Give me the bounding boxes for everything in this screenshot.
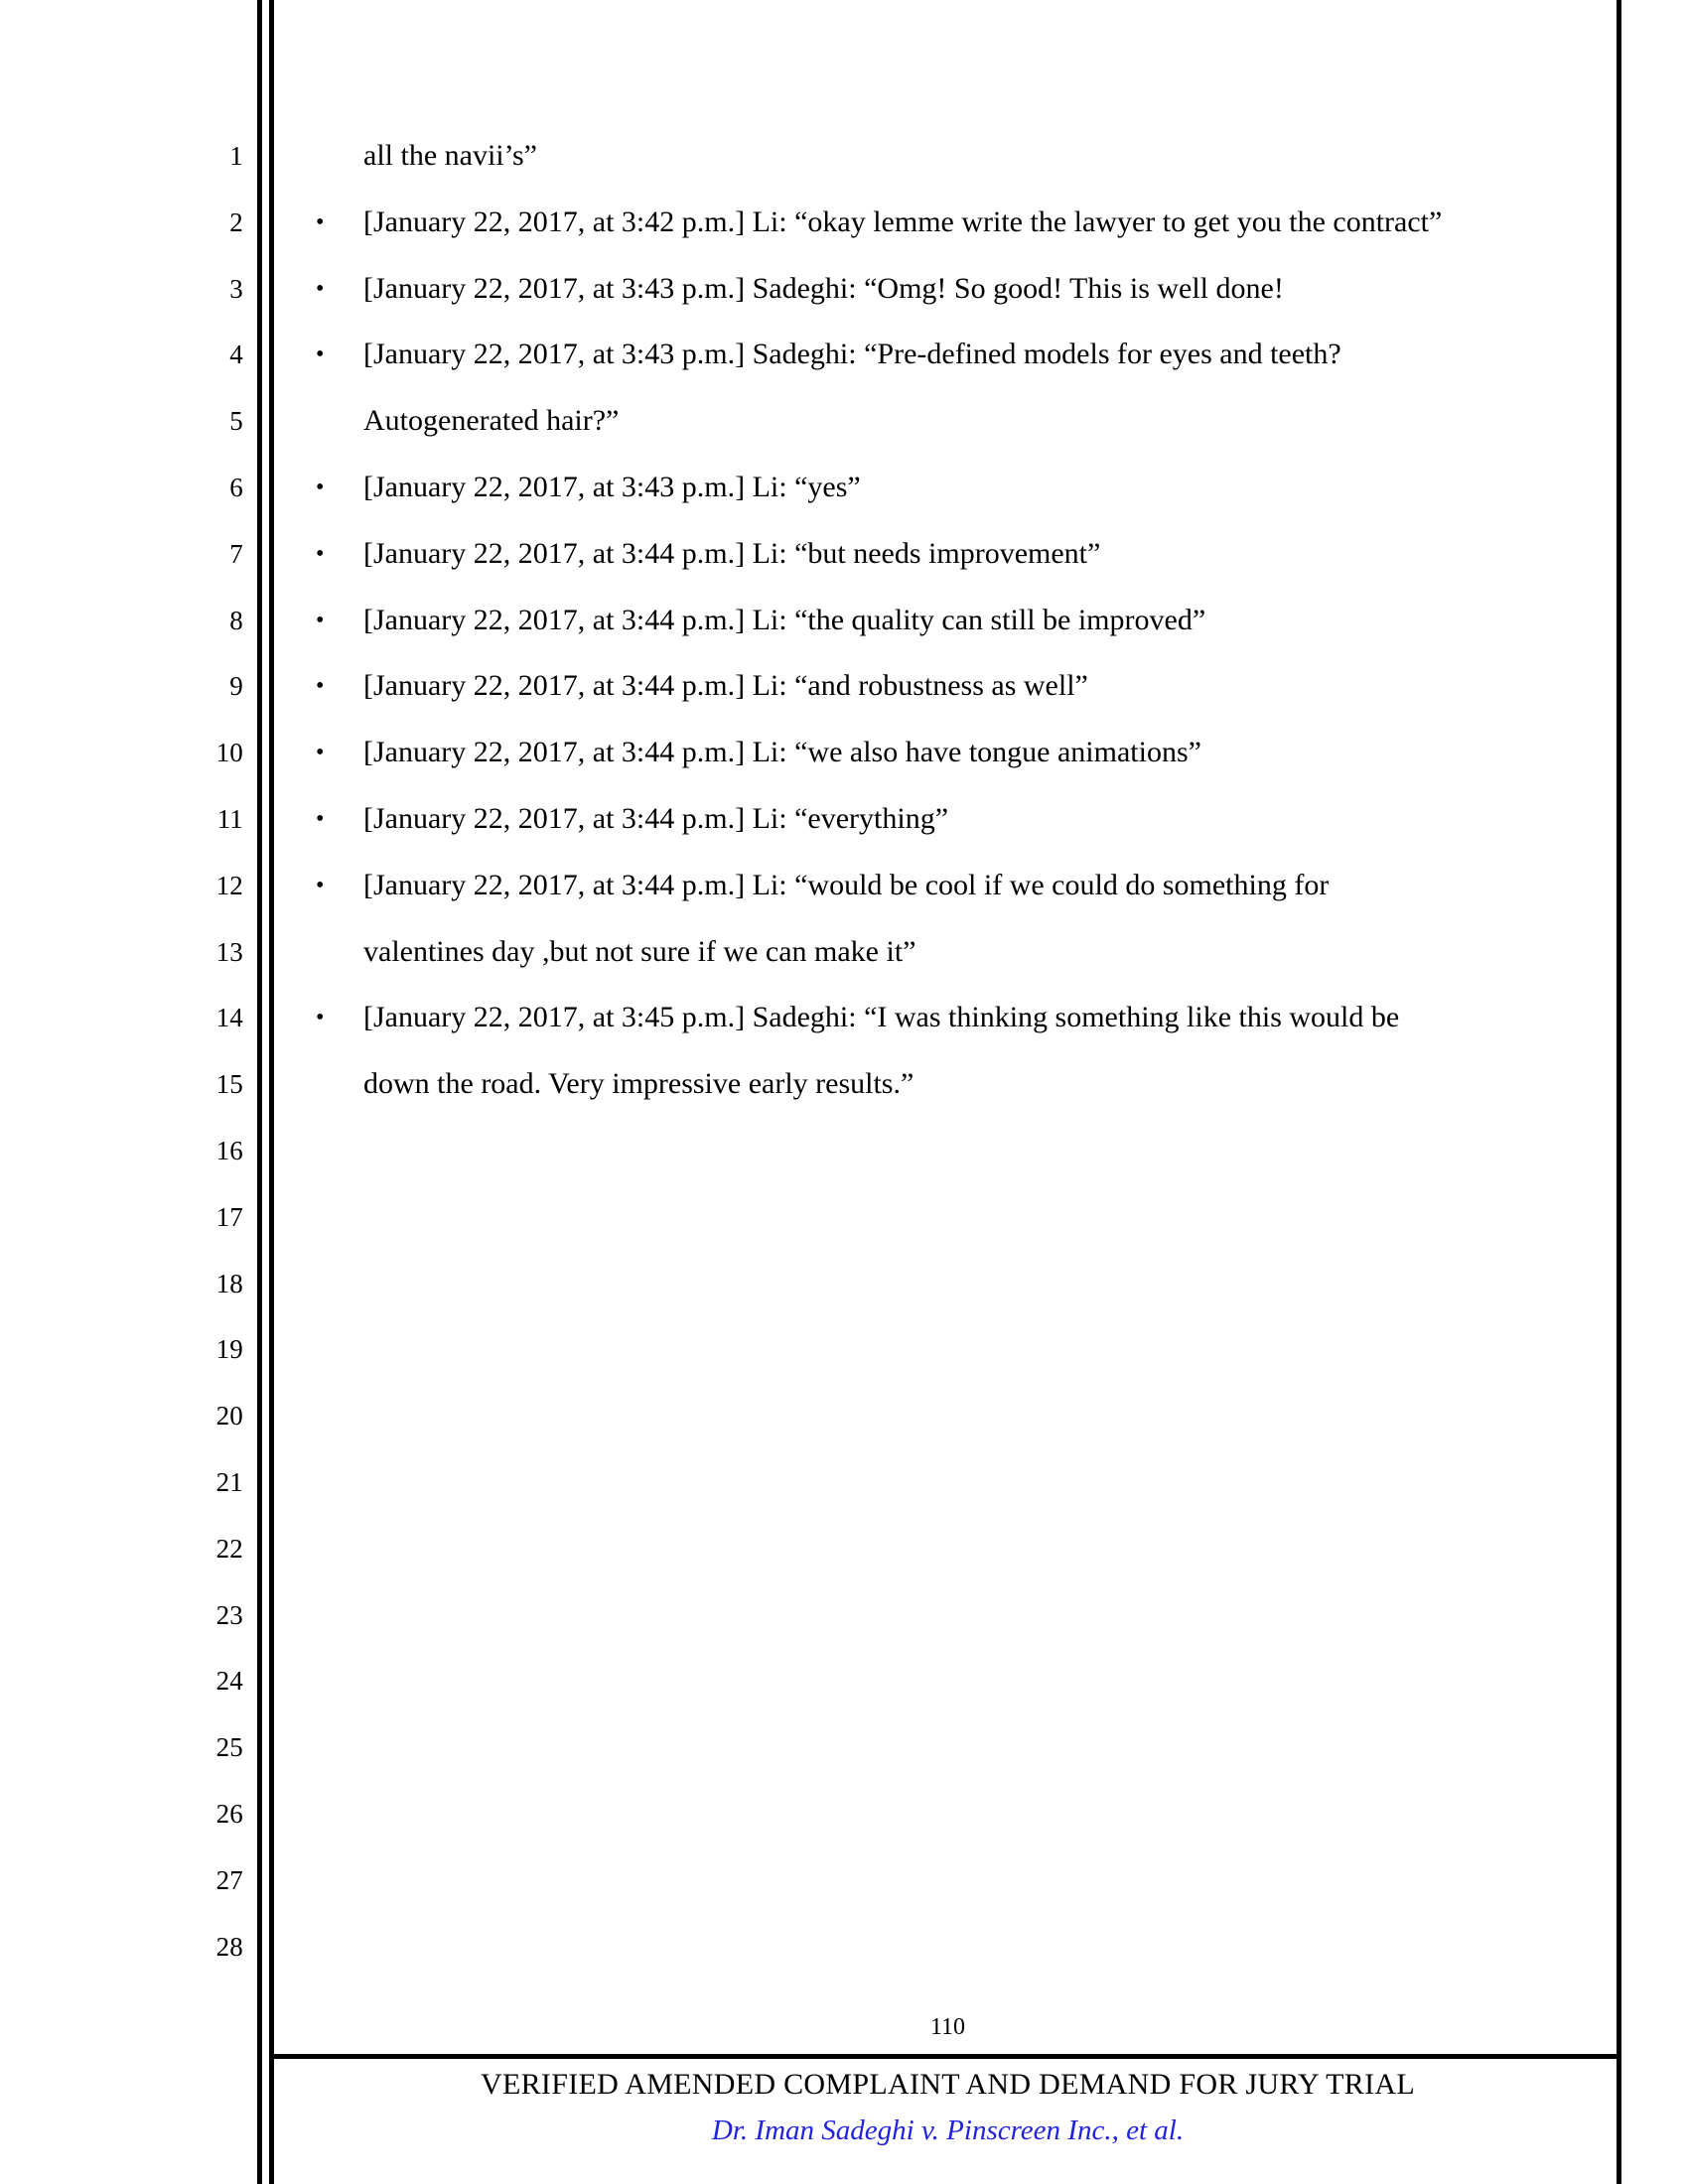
transcript-text: [January 22, 2017, at 3:44 p.m.] Li: “would be cool if we could do something for	[363, 868, 1330, 901]
line-number: 17	[215, 1201, 243, 1232]
line-number: 2	[229, 206, 243, 237]
transcript-text: [January 22, 2017, at 3:44 p.m.] Li: “the quality can still be improved”	[363, 603, 1206, 636]
footer-divider-rule	[274, 2054, 1621, 2059]
transcript-text: all the navii’s”	[363, 139, 537, 172]
bullet-icon: •	[316, 208, 325, 235]
bullet-icon: •	[316, 607, 325, 633]
body-text-column	[274, 123, 1617, 1979]
transcript-text: Autogenerated hair?”	[363, 404, 620, 438]
line-number: 6	[229, 472, 243, 502]
transcript-line	[274, 256, 1617, 323]
line-number-gutter	[149, 123, 243, 1979]
transcript-line	[274, 653, 1617, 720]
line-number: 15	[215, 1069, 243, 1100]
line-number: 27	[215, 1864, 243, 1895]
transcript-text: [January 22, 2017, at 3:42 p.m.] Li: “okay lemme write the lawyer to get you the contract”	[363, 205, 1443, 238]
transcript-line	[274, 588, 1617, 654]
line-number: 16	[215, 1135, 243, 1165]
bullet-icon: •	[316, 872, 325, 898]
transcript-text: [January 22, 2017, at 3:45 p.m.] Sadeghi: “I was thinking something like this would be	[363, 1001, 1400, 1034]
line-number: 25	[215, 1732, 243, 1763]
bullet-icon: •	[316, 540, 325, 567]
transcript-line	[274, 190, 1617, 256]
transcript-line	[274, 1051, 1617, 1118]
bullet-icon: •	[316, 275, 325, 302]
empty-line	[274, 1582, 1617, 1649]
empty-line	[274, 1648, 1617, 1714]
bullet-icon: •	[316, 673, 325, 700]
transcript-line	[274, 521, 1617, 588]
transcript-line	[274, 786, 1617, 853]
right-margin-rule	[1617, 0, 1621, 2184]
transcript-line	[274, 919, 1617, 986]
line-number: 7	[229, 538, 243, 569]
empty-line	[274, 1781, 1617, 1847]
line-number: 1	[229, 141, 243, 171]
empty-line	[274, 1516, 1617, 1582]
bullet-icon: •	[316, 805, 325, 832]
bullet-icon: •	[316, 474, 325, 500]
line-number: 28	[215, 1931, 243, 1962]
transcript-text: [January 22, 2017, at 3:44 p.m.] Li: “but needs improvement”	[363, 536, 1101, 570]
line-number: 4	[229, 340, 243, 370]
line-number: 3	[229, 273, 243, 304]
line-number: 24	[215, 1666, 243, 1697]
line-number: 14	[215, 1003, 243, 1033]
transcript-text: valentines day ,but not sure if we can make it”	[363, 934, 916, 968]
line-number: 8	[229, 605, 243, 635]
line-number: 19	[215, 1334, 243, 1365]
line-number: 26	[215, 1798, 243, 1829]
transcript-text: down the road. Very impressive early results.”	[363, 1067, 914, 1101]
transcript-text: [January 22, 2017, at 3:43 p.m.] Sadeghi: “Pre-defined models for eyes and teeth?	[363, 338, 1341, 371]
transcript-line	[274, 455, 1617, 521]
empty-line	[274, 1449, 1617, 1516]
footer-case-caption: Dr. Iman Sadeghi v. Pinscreen Inc., et al.	[711, 2115, 1185, 2146]
transcript-text: [January 22, 2017, at 3:43 p.m.] Sadeghi: “Omg! So good! This is well done!	[363, 271, 1284, 305]
line-number: 5	[229, 406, 243, 437]
transcript-text: [January 22, 2017, at 3:44 p.m.] Li: “we also have tongue animations”	[363, 736, 1201, 769]
bullet-icon: •	[316, 1005, 325, 1031]
empty-line	[274, 1714, 1617, 1781]
empty-line	[274, 1847, 1617, 1914]
line-number: 11	[216, 803, 243, 834]
transcript-text: [January 22, 2017, at 3:44 p.m.] Li: “and robustness as well”	[363, 669, 1088, 703]
line-number: 9	[229, 671, 243, 702]
empty-line	[274, 1914, 1617, 1980]
line-number: 12	[215, 870, 243, 900]
line-number: 10	[215, 738, 243, 768]
line-number: 21	[215, 1466, 243, 1497]
line-number: 22	[215, 1533, 243, 1564]
transcript-line	[274, 985, 1617, 1051]
bullet-icon: •	[316, 740, 325, 766]
transcript-line	[274, 853, 1617, 919]
empty-line	[274, 1383, 1617, 1449]
transcript-line	[274, 123, 1617, 190]
transcript-text: [January 22, 2017, at 3:43 p.m.] Li: “yes”	[363, 470, 861, 503]
line-number: 13	[215, 936, 243, 967]
empty-line	[274, 1251, 1617, 1317]
empty-line	[274, 1184, 1617, 1251]
footer-document-title: VERIFIED AMENDED COMPLAINT AND DEMAND FOR JURY TRIAL	[481, 2068, 1415, 2101]
transcript-line	[274, 720, 1617, 786]
transcript-line	[274, 388, 1617, 455]
line-number: 18	[215, 1268, 243, 1298]
page-number: 110	[929, 2014, 966, 2040]
line-number: 23	[215, 1599, 243, 1630]
transcript-text: [January 22, 2017, at 3:44 p.m.] Li: “everything”	[363, 801, 949, 835]
bullet-icon: •	[316, 341, 325, 368]
empty-line	[274, 1118, 1617, 1184]
line-number: 20	[215, 1401, 243, 1432]
transcript-line	[274, 322, 1617, 388]
empty-line	[274, 1316, 1617, 1383]
left-outer-margin-rule	[257, 0, 262, 2184]
